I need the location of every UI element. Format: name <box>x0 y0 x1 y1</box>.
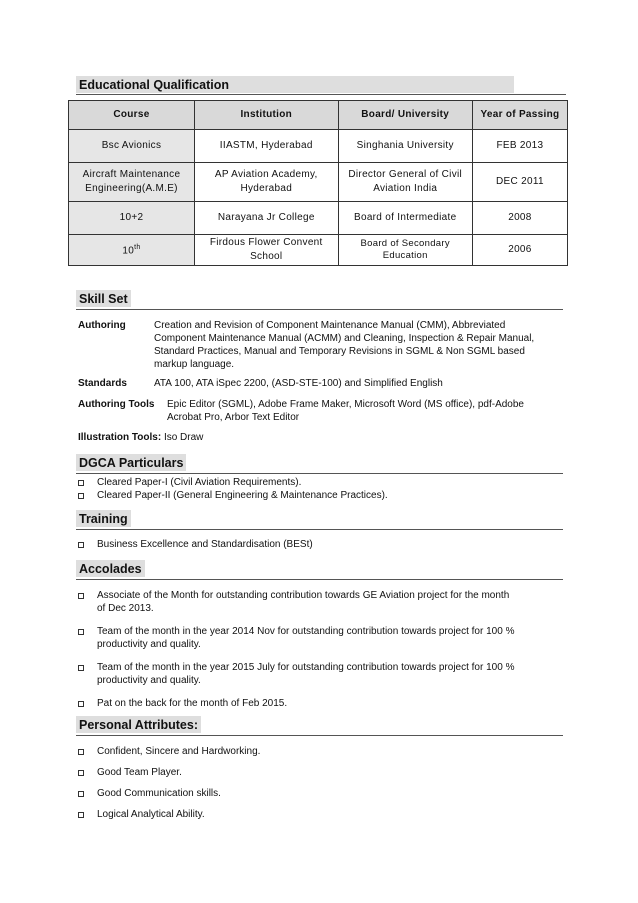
cell-board: Board of Intermediate <box>338 202 472 235</box>
heading-rule <box>76 579 563 580</box>
accolades-list <box>78 589 558 710</box>
cell-institution: IIASTM, Hyderabad <box>194 130 338 163</box>
personal-heading: Personal Attributes: <box>76 716 563 733</box>
skills-heading: Skill Set <box>76 290 563 307</box>
education-table <box>68 100 568 266</box>
authoring-label: Authoring <box>78 320 126 331</box>
table-row <box>69 235 568 266</box>
cell-board: Board of Secondary Education <box>338 235 472 266</box>
cell-year: DEC 2011 <box>472 163 567 202</box>
table-row <box>69 130 568 163</box>
standards-label: Standards <box>78 378 127 389</box>
bullet-square-icon <box>78 812 84 818</box>
list-item: Good Communication skills. <box>78 787 558 800</box>
dgca-list <box>78 476 558 502</box>
cell-course: 10+2 <box>69 202 195 235</box>
cell-course: Bsc Avionics <box>69 130 195 163</box>
cell-board: Singhania University <box>338 130 472 163</box>
list-item: Confident, Sincere and Hardworking. <box>78 745 558 758</box>
bullet-square-icon <box>78 480 84 486</box>
bullet-square-icon <box>78 701 84 707</box>
cell-year: FEB 2013 <box>472 130 567 163</box>
bullet-square-icon <box>78 593 84 599</box>
authoring-value: Creation and Revision of Component Maintenance Manual (CMM), Abbreviated Component Maintenance Manual (ACMM) and Cleaning, Inspection & Repair Manual, Standard Practices, Manual and Temporary Revisions in SGML & Non SGML based markup language. <box>154 320 535 370</box>
cell-institution: Narayana Jr College <box>194 202 338 235</box>
list-item: Associate of the Month for outstanding contribution towards GE Aviation project for the month of Dec 2013. <box>78 589 558 615</box>
list-item: Good Team Player. <box>78 766 558 779</box>
col-board: Board/ University <box>338 101 472 130</box>
bullet-square-icon <box>78 542 84 548</box>
standards-row <box>78 377 558 390</box>
education-heading: Educational Qualification <box>76 76 566 93</box>
bullet-square-icon <box>78 493 84 499</box>
cell-board: Director General of Civil Aviation India <box>338 163 472 202</box>
tools-row <box>78 398 558 423</box>
table-row <box>69 202 568 235</box>
authoring-row <box>78 319 558 370</box>
personal-list <box>78 745 558 821</box>
heading-rule <box>76 309 563 310</box>
col-course: Course <box>69 101 195 130</box>
list-item: Cleared Paper-I (Civil Aviation Requirements). <box>78 476 558 489</box>
cell-institution: Firdous Flower Convent School <box>194 235 338 266</box>
bullet-square-icon <box>78 629 84 635</box>
list-item: Logical Analytical Ability. <box>78 808 558 821</box>
cell-course: 10th <box>69 235 195 266</box>
illustration-row <box>78 431 558 444</box>
tools-label: Authoring Tools <box>78 399 155 410</box>
heading-rule <box>76 473 563 474</box>
col-institution: Institution <box>194 101 338 130</box>
table-row <box>69 163 568 202</box>
list-item: Business Excellence and Standardisation (BESt) <box>78 538 558 551</box>
list-item: Team of the month in the year 2015 July for outstanding contribution towards project for 100 % productivity and quality. <box>78 661 558 687</box>
standards-value: ATA 100, ATA iSpec 2200, (ASD-STE-100) and Simplified English <box>154 378 443 389</box>
heading-rule <box>76 735 563 736</box>
table-header-row <box>69 101 568 130</box>
bullet-square-icon <box>78 749 84 755</box>
training-heading: Training <box>76 510 563 527</box>
cell-year: 2008 <box>472 202 567 235</box>
cell-year: 2006 <box>472 235 567 266</box>
heading-rule <box>76 94 566 95</box>
bullet-square-icon <box>78 791 84 797</box>
accolades-heading: Accolades <box>76 560 563 577</box>
heading-rule <box>76 529 563 530</box>
illustration-value: Iso Draw <box>163 432 204 443</box>
cell-institution: AP Aviation Academy, Hyderabad <box>194 163 338 202</box>
list-item: Cleared Paper-II (General Engineering & Maintenance Practices). <box>78 489 558 502</box>
training-list <box>78 538 558 551</box>
col-year: Year of Passing <box>472 101 567 130</box>
list-item: Team of the month in the year 2014 Nov for outstanding contribution towards project for 100 % productivity and quality. <box>78 625 558 651</box>
illustration-label: Illustration Tools: <box>78 432 162 443</box>
cell-course: Aircraft Maintenance Engineering(A.M.E) <box>69 163 195 202</box>
dgca-heading: DGCA Particulars <box>76 454 563 471</box>
bullet-square-icon <box>78 665 84 671</box>
list-item: Pat on the back for the month of Feb 2015. <box>78 697 558 710</box>
tools-value: Epic Editor (SGML), Adobe Frame Maker, Microsoft Word (MS office), pdf-Adobe Acrobat Pro, Arbor Text Editor <box>167 399 524 423</box>
bullet-square-icon <box>78 770 84 776</box>
